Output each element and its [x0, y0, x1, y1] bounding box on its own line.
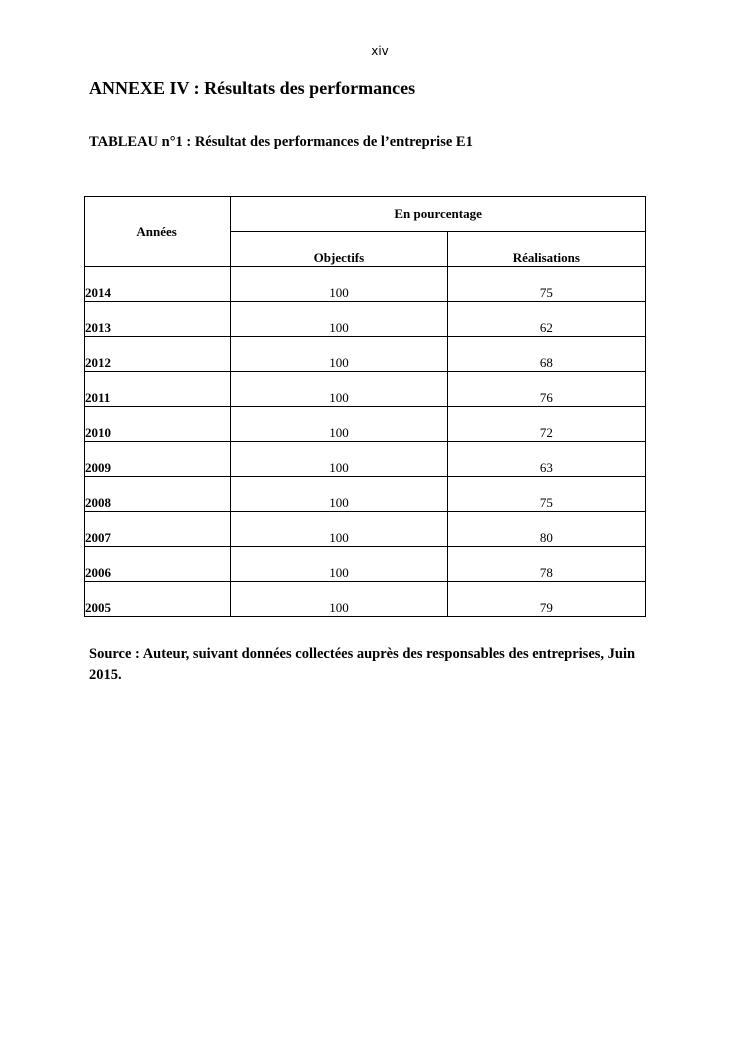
cell-objectives: 100 [231, 477, 447, 512]
cell-achievements: 62 [447, 302, 645, 337]
cell-year: 2007 [85, 512, 231, 547]
table-row [85, 337, 646, 372]
cell-year: 2012 [85, 337, 231, 372]
header-objectives: Objectifs [231, 232, 447, 267]
cell-year: 2006 [85, 547, 231, 582]
cell-achievements: 76 [447, 372, 645, 407]
cell-year: 2008 [85, 477, 231, 512]
cell-achievements: 63 [447, 442, 645, 477]
cell-objectives: 100 [231, 302, 447, 337]
cell-objectives: 100 [231, 547, 447, 582]
table-row [85, 512, 646, 547]
table-row [85, 407, 646, 442]
cell-achievements: 75 [447, 267, 645, 302]
table-row [85, 442, 646, 477]
cell-objectives: 100 [231, 407, 447, 442]
cell-achievements: 72 [447, 407, 645, 442]
table-row [85, 372, 646, 407]
source-note: Source : Auteur, suivant données collectées auprès des responsables des entreprises, Juin 2015. [89, 646, 636, 683]
cell-year: 2013 [85, 302, 231, 337]
table-row [85, 582, 646, 617]
header-percentage-group: En pourcentage [231, 197, 646, 232]
table-row [85, 302, 646, 337]
cell-year: 2010 [85, 407, 231, 442]
cell-year: 2014 [85, 267, 231, 302]
cell-year: 2009 [85, 442, 231, 477]
cell-objectives: 100 [231, 267, 447, 302]
table-row [85, 267, 646, 302]
cell-objectives: 100 [231, 372, 447, 407]
cell-achievements: 68 [447, 337, 645, 372]
cell-achievements: 79 [447, 582, 645, 617]
cell-year: 2011 [85, 372, 231, 407]
cell-achievements: 75 [447, 477, 645, 512]
cell-objectives: 100 [231, 337, 447, 372]
cell-year: 2005 [85, 582, 231, 617]
table-row [85, 477, 646, 512]
annexe-title: ANNEXE IV : Résultats des performances [89, 78, 416, 98]
cell-achievements: 78 [447, 547, 645, 582]
header-achievements: Réalisations [447, 232, 645, 267]
performance-table [84, 196, 646, 617]
table-title: TABLEAU n°1 : Résultat des performances de l’entreprise E1 [89, 134, 473, 150]
table-row [85, 547, 646, 582]
cell-objectives: 100 [231, 512, 447, 547]
page-number: xiv [371, 44, 389, 58]
cell-objectives: 100 [231, 582, 447, 617]
header-years: Années [85, 197, 231, 267]
table-header-row [85, 197, 646, 232]
cell-objectives: 100 [231, 442, 447, 477]
cell-achievements: 80 [447, 512, 645, 547]
